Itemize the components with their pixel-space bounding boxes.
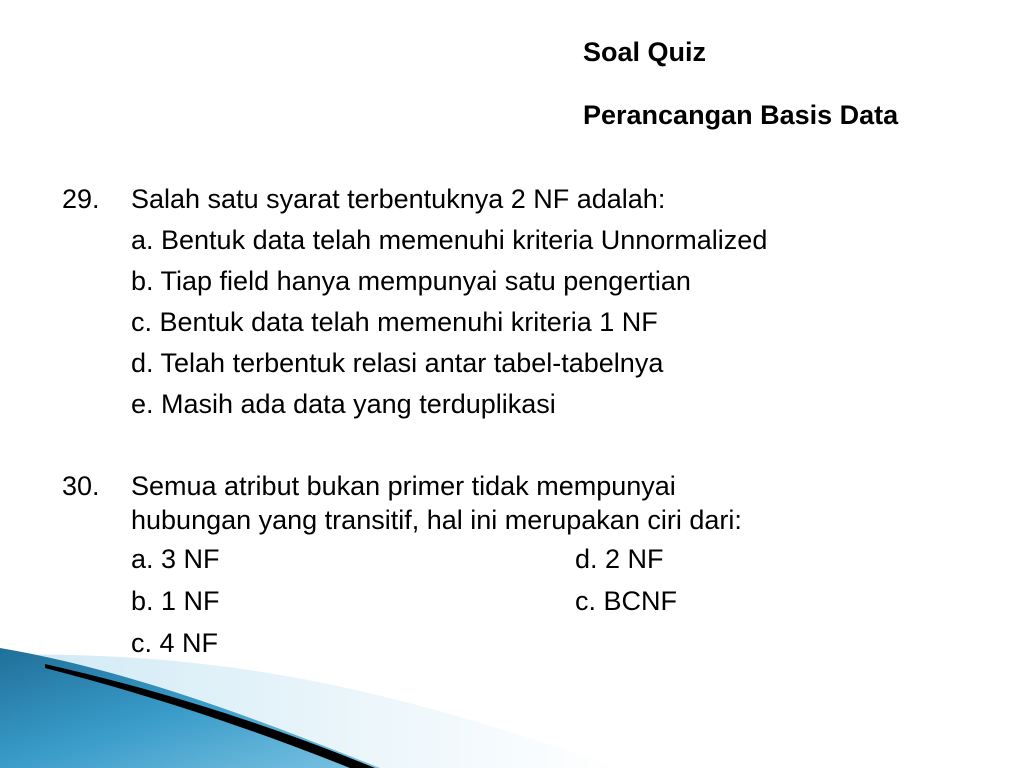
- question-30-number: 30.: [62, 471, 100, 501]
- question-29-option-a: a. Bentuk data telah memenuhi kriteria Unnormalized: [131, 225, 768, 255]
- question-30-text-line2: hubungan yang transitif, hal ini merupakan ciri dari:: [131, 505, 742, 535]
- question-29-option-b: b. Tiap field hanya mempunyai satu pengertian: [131, 266, 691, 296]
- question-29-option-c: c. Bentuk data telah memenuhi kriteria 1 NF: [131, 307, 658, 337]
- question-29-option-d: d. Telah terbentuk relasi antar tabel-tabelnya: [131, 348, 664, 378]
- question-29-number: 29.: [62, 184, 100, 214]
- question-30-option-d: d. 2 NF: [575, 544, 664, 574]
- question-29-option-e: e. Masih ada data yang terduplikasi: [131, 389, 556, 419]
- question-30-option-b: b. 1 NF: [131, 586, 220, 616]
- slide-subtitle: Perancangan Basis Data: [583, 100, 899, 130]
- question-30-option-c-bcnf: c. BCNF: [575, 586, 678, 616]
- question-30-option-a: a. 3 NF: [131, 544, 220, 574]
- slide-title: Soal Quiz: [583, 37, 707, 67]
- question-29-text: Salah satu syarat terbentuknya 2 NF adalah:: [131, 184, 666, 214]
- question-30-option-c-4nf: c. 4 NF: [131, 628, 219, 658]
- question-30-text-line1: Semua atribut bukan primer tidak mempunyai: [131, 471, 676, 501]
